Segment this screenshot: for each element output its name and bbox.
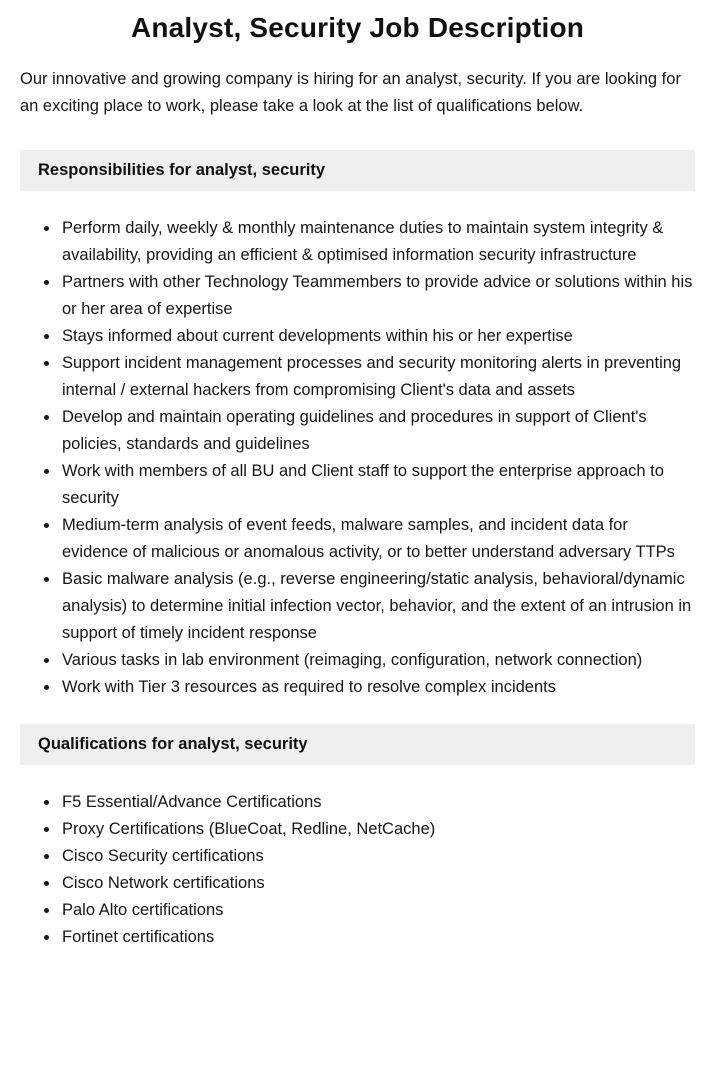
qualifications-list bbox=[20, 789, 695, 951]
list-item: • Palo Alto certifications bbox=[60, 897, 695, 924]
list-item: • Cisco Security certifications bbox=[60, 843, 695, 870]
list-item: • Various tasks in lab environment (reimaging, configuration, network connection) bbox=[60, 647, 695, 674]
list-item: • Cisco Network certifications bbox=[60, 870, 695, 897]
list-item: • Work with members of all BU and Client staff to support the enterprise approach to security bbox=[60, 458, 695, 512]
responsibilities-list bbox=[20, 215, 695, 701]
section-header bbox=[20, 724, 695, 765]
section-qualifications bbox=[20, 724, 695, 951]
intro-paragraph: Our innovative and growing company is hiring for an analyst, security. If you are looking for an exciting place to work, please take a look at the list of qualifications below. bbox=[20, 70, 681, 115]
list-item: • Medium-term analysis of event feeds, malware samples, and incident data for evidence of malicious or anomalous activity, or to better understand adversary TTPs bbox=[60, 512, 695, 566]
list-item: • Stays informed about current developments within his or her expertise bbox=[60, 323, 695, 350]
section-header bbox=[20, 150, 695, 191]
list-item: • Perform daily, weekly & monthly maintenance duties to maintain system integrity & availability, providing an efficient & optimised information security infrastructure bbox=[60, 215, 695, 269]
section-heading-text: Qualifications for analyst, security bbox=[38, 735, 308, 753]
section-heading-text: Responsibilities for analyst, security bbox=[38, 161, 326, 179]
list-item: • Fortinet certifications bbox=[60, 924, 695, 951]
list-item: • Proxy Certifications (BlueCoat, Redline, NetCache) bbox=[60, 816, 695, 843]
list-item: • Support incident management processes and security monitoring alerts in preventing internal / external hackers from compromising Client's data and assets bbox=[60, 350, 695, 404]
list-item: • Develop and maintain operating guidelines and procedures in support of Client's policies, standards and guidelines bbox=[60, 404, 695, 458]
list-item: • Work with Tier 3 resources as required to resolve complex incidents bbox=[60, 674, 695, 701]
list-item: • F5 Essential/Advance Certifications bbox=[60, 789, 695, 816]
section-responsibilities bbox=[20, 150, 695, 701]
list-item: • Basic malware analysis (e.g., reverse engineering/static analysis, behavioral/dynamic analysis) to determine initial infection vector, behavior, and the extent of an intrusion in support of timely incident response bbox=[60, 566, 695, 647]
list-item: • Partners with other Technology Teammembers to provide advice or solutions within his or her area of expertise bbox=[60, 269, 695, 323]
page-title: Analyst, Security Job Description bbox=[130, 12, 585, 43]
